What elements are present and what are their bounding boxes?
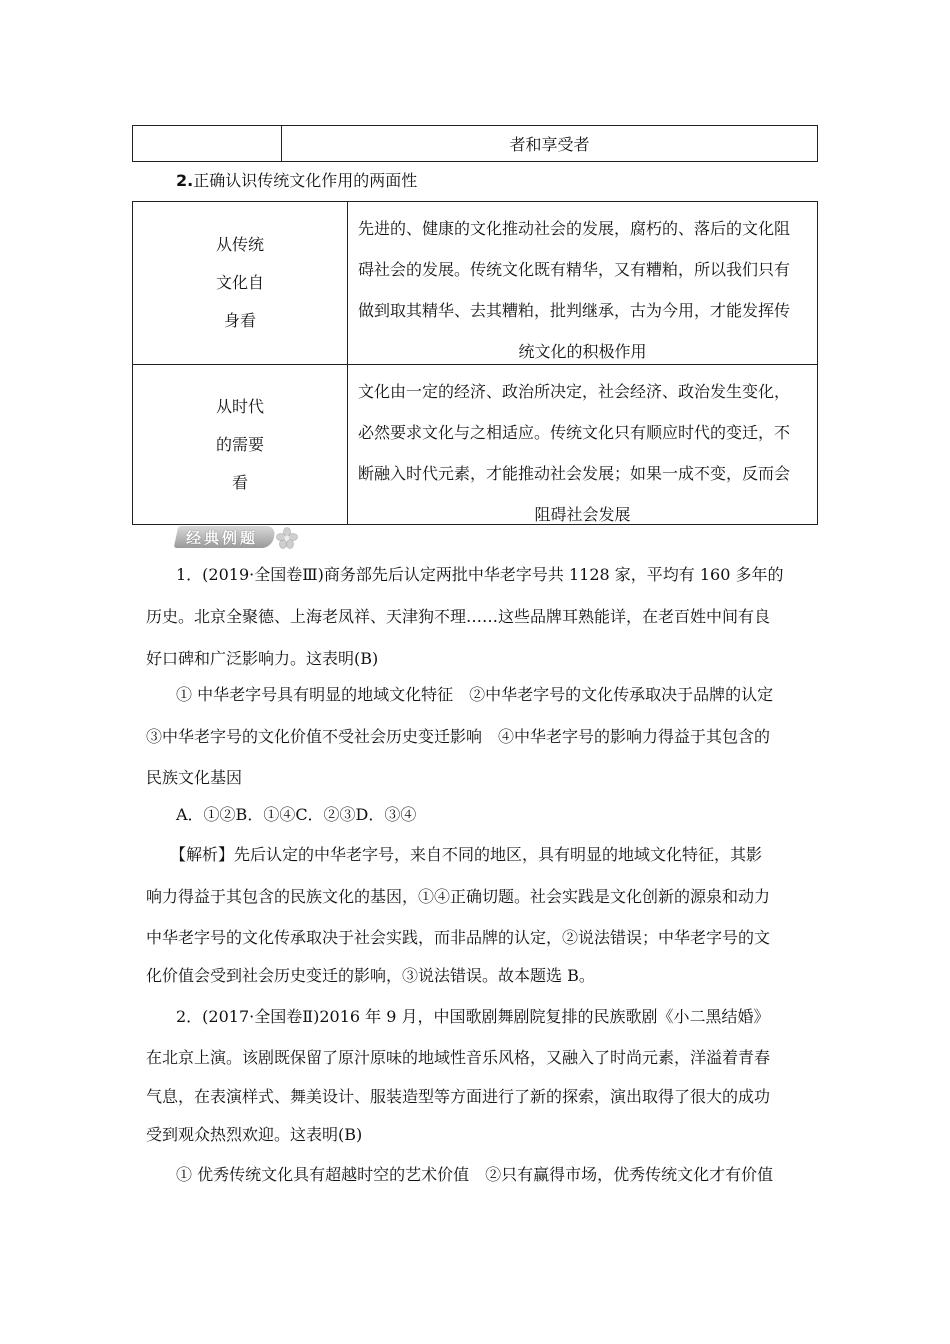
q1-choices: A．①②B．①④C．②③D．③④	[176, 805, 417, 824]
banner-label: 经典例题	[186, 529, 259, 547]
q2-stem-line: 受到观众热烈欢迎。这表明(B)	[146, 1125, 363, 1144]
q1-option-line: ① 中华老字号具有明显的地域文化特征 ②中华老字号的文化传承取决于品牌的认定	[176, 685, 774, 704]
content-line: 先进的、健康的文化推动社会的发展，腐朽的、落后的文化阻	[358, 219, 791, 238]
label-line: 看	[231, 472, 248, 492]
q2-stem-line: 2．(2017·全国卷Ⅱ)2016 年 9 月，中国歌剧舞剧院复排的民族歌剧《小二黑结婚》	[176, 1007, 770, 1026]
two-sides-table	[132, 201, 818, 525]
q1-option-line: 民族文化基因	[146, 768, 243, 787]
q2-option-line: ① 优秀传统文化具有超越时空的艺术价值 ②只有赢得市场，优秀传统文化才有价值	[176, 1165, 774, 1184]
continued-table-right-cell: 者和享受者	[509, 135, 590, 154]
content-line: 碍社会的发展。传统文化既有精华，又有糟粕，所以我们只有	[358, 260, 791, 279]
content-line: 做到取其精华、去其糟粕，批判继承，古为今用，才能发挥传	[358, 301, 791, 320]
q1-option-line: ③中华老字号的文化价值不受社会历史变迁影响 ④中华老字号的影响力得益于其包含的	[146, 727, 771, 746]
label-line: 身看	[223, 311, 256, 330]
q1-stem-line: 1．(2019·全国卷Ⅲ)商务部先后认定两批中华老字号共 1128 家，平均有 160 多年的	[176, 565, 784, 584]
q1-stem-line: 历史。北京全聚德、上海老凤祥、天津狗不理……这些品牌耳熟能详，在老百姓中间有良	[146, 607, 771, 626]
section-title: 正确认识传统文化作用的两面性	[193, 171, 418, 190]
table-row	[133, 202, 817, 365]
q1-analysis-line: 【解析】先后认定的中华老字号，来自不同的地区，具有明显的地域文化特征，其影	[170, 845, 763, 864]
q2-stem-line: 在北京上演。该剧既保留了原汁原味的地域性音乐风格，又融入了时尚元素，洋溢着青春	[146, 1048, 771, 1067]
continued-table	[132, 125, 818, 162]
label-line: 从时代	[215, 396, 264, 416]
content-line: 阻碍社会发展	[534, 505, 631, 524]
content-line: 必然要求文化与之相适应。传统文化只有顺应时代的变迁，不	[358, 423, 791, 442]
label-line: 从传统	[215, 235, 264, 254]
section-number: 2.	[176, 171, 194, 190]
row-content	[358, 208, 807, 372]
row-label	[133, 365, 348, 524]
table-row	[133, 365, 817, 524]
row-content	[358, 371, 807, 535]
q2-stem-line: 气息，在表演样式、舞美设计、服装造型等方面进行了新的探索，演出取得了很大的成功	[146, 1087, 771, 1106]
continued-table-left-cell	[133, 126, 282, 161]
section-heading	[176, 168, 417, 191]
q1-analysis-line: 中华老字号的文化传承取决于社会实践，而非品牌的认定，②说法错误；中华老字号的文	[146, 928, 771, 947]
content-line: 统文化的积极作用	[518, 342, 647, 361]
q1-analysis-line: 化价值会受到社会历史变迁的影响，③说法错误。故本题选 B。	[146, 966, 595, 985]
example-banner	[176, 526, 300, 550]
q1-stem-line: 好口碑和广泛影响力。这表明(B)	[146, 649, 379, 668]
row-label	[133, 202, 348, 364]
content-line: 文化由一定的经济、政治所决定，社会经济、政治发生变化，	[358, 382, 791, 401]
label-line: 的需要	[215, 434, 264, 454]
label-line: 文化自	[215, 273, 264, 292]
flower-icon	[276, 527, 298, 549]
content-line: 断融入时代元素，才能推动社会发展；如果一成不变，反而会	[358, 464, 791, 483]
q1-analysis-line: 响力得益于其包含的民族文化的基因，①④正确切题。社会实践是文化创新的源泉和动力	[146, 887, 771, 906]
